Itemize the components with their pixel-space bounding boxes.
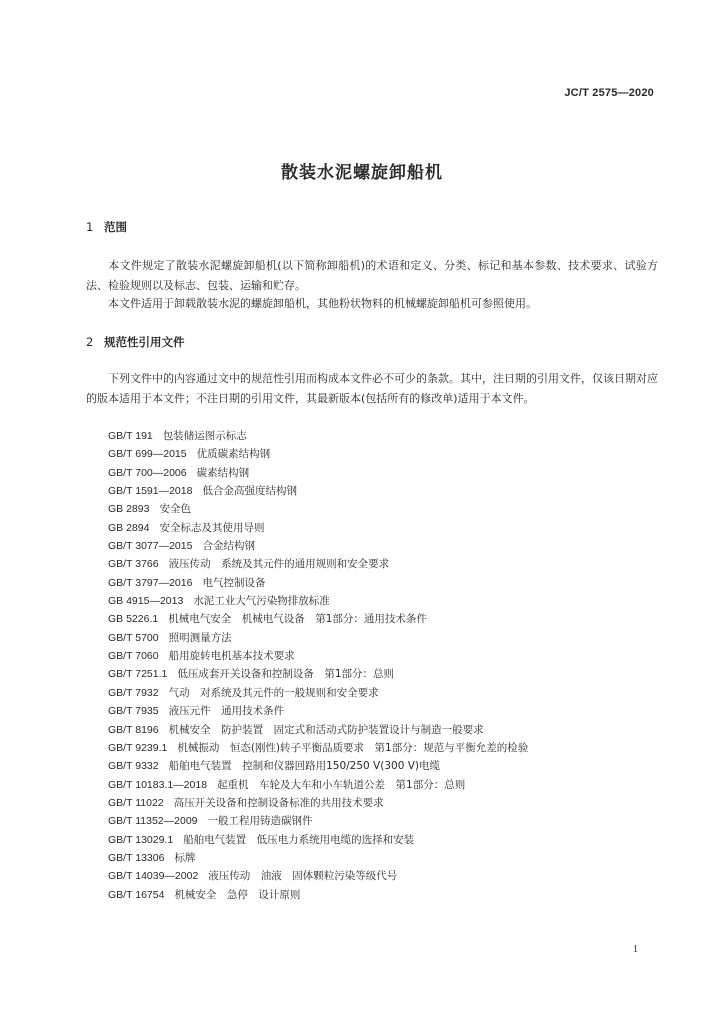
reference-item: [108, 867, 528, 885]
reference-item: [108, 812, 528, 830]
reference-title: 船舶电气装置 控制和仪器回路用150/250 V(300 V)电缆: [168, 760, 440, 773]
reference-item: [108, 500, 528, 518]
reference-code: GB/T 10183.1—2018: [108, 778, 208, 791]
reference-item: [108, 610, 528, 628]
reference-title: 安全色: [159, 503, 191, 516]
reference-code: GB/T 3797—2016: [108, 576, 193, 589]
standard-code: JC/T 2575—2020: [564, 87, 654, 99]
reference-code: GB/T 8196: [108, 723, 159, 736]
reference-title: 水泥工业大气污染物排放标准: [193, 595, 330, 608]
reference-title: 合金结构钢: [202, 540, 255, 553]
references-intro-text: 下列文件中的内容通过文中的规范性引用而构成本文件必不可少的条款。其中，注日期的引用文件，仅该日期对应的版本适用于本文件；不注日期的引用文件，其最新版本(包括所有的修改单)适用于本文件。: [86, 372, 658, 405]
reference-item: [108, 592, 528, 610]
reference-title: 船舶电气装置 低压电力系统用电缆的选择和安装: [183, 833, 415, 846]
reference-item: [108, 776, 528, 794]
reference-item: [108, 464, 528, 482]
reference-title: 包装储运图示标志: [162, 430, 247, 442]
reference-item: [108, 665, 528, 683]
reference-title: 安全标志及其使用导则: [159, 521, 265, 534]
reference-title: 机械振动 恒态(刚性)转子平衡品质要求 第1部分：规范与平衡允差的检验: [177, 741, 529, 754]
reference-code: GB/T 14039—2002: [108, 870, 199, 883]
reference-code: GB 4915—2013: [108, 595, 184, 608]
section-1-title: 范围: [104, 220, 127, 234]
reference-title: 气动 对系统及其元件的一般规则和安全要求: [168, 686, 379, 699]
reference-code: GB/T 13029.1: [108, 833, 174, 846]
reference-code: GB/T 7932: [108, 686, 159, 699]
reference-code: GB/T 13306: [108, 851, 165, 864]
reference-title: 液压元件 通用技术条件: [168, 705, 285, 718]
reference-item: [108, 519, 528, 537]
reference-item: [108, 574, 528, 592]
reference-item: [108, 445, 528, 463]
reference-item: [108, 886, 528, 904]
scope-paragraph-1: [86, 256, 658, 296]
reference-code: GB/T 7251.1: [108, 668, 168, 681]
page-number: 1: [633, 944, 638, 955]
reference-code: GB 2894: [108, 521, 150, 534]
reference-title: 高压开关设备和控制设备标准的共用技术要求: [173, 796, 384, 809]
reference-item: [108, 721, 528, 739]
scope-paragraph-1-text: 本文件规定了散装水泥螺旋卸船机(以下简称卸船机)的术语和定义、分类、标记和基本参数、技术要求、试验方法、检验规则以及标志、包装、运输和贮存。: [86, 259, 658, 292]
reference-code: GB 2893: [108, 503, 150, 516]
reference-item: [108, 537, 528, 555]
scope-paragraph-2-text: 本文件适用于卸载散装水泥的螺旋卸船机，其他粉状物料的机械螺旋卸船机可参照使用。: [108, 297, 537, 310]
section-1-number: 1: [86, 220, 94, 234]
reference-title: 机械电气安全 机械电气设备 第1部分：通用技术条件: [168, 613, 427, 626]
reference-item: [108, 794, 528, 812]
reference-code: GB/T 9332: [108, 760, 159, 773]
reference-title: 液压传动 系统及其元件的通用规则和安全要求: [168, 558, 390, 571]
reference-code: GB/T 7935: [108, 705, 159, 718]
reference-item: [108, 831, 528, 849]
reference-code: GB/T 700—2006: [108, 466, 187, 479]
reference-code: GB/T 11352—2009: [108, 815, 198, 828]
reference-title: 船用旋转电机基本技术要求: [168, 650, 295, 663]
reference-item: [108, 757, 528, 775]
reference-code: GB/T 9239.1: [108, 741, 168, 754]
reference-item: [108, 647, 528, 665]
reference-code: GB 5226.1: [108, 613, 159, 626]
document-title: 散装水泥螺旋卸船机: [281, 163, 443, 183]
reference-title: 液压传动 油液 固体颗粒污染等级代号: [208, 870, 398, 883]
reference-title: 起重机 车轮及大车和小车轨道公差 第1部分：总则: [217, 778, 466, 791]
reference-title: 机械安全 急停 设计原则: [174, 888, 301, 901]
reference-title: 低压成套开关设备和控制设备 第1部分：总则: [177, 668, 395, 681]
reference-title: 电气控制设备: [202, 576, 266, 589]
reference-title: 照明测量方法: [168, 631, 232, 644]
reference-code: GB/T 16754: [108, 888, 165, 901]
section-2-heading: [86, 334, 185, 350]
reference-title: 标牌: [174, 851, 196, 864]
reference-title: 碳素结构钢: [196, 466, 250, 479]
reference-title: 一般工程用铸造碳钢件: [207, 815, 313, 828]
scope-paragraph-2: [86, 294, 658, 314]
section-2-title: 规范性引用文件: [104, 335, 185, 349]
section-2-number: 2: [86, 335, 94, 349]
reference-code: GB/T 7060: [108, 650, 159, 663]
reference-code: GB/T 191: [108, 430, 153, 442]
reference-item: [108, 684, 528, 702]
reference-title: 机械安全 防护装置 固定式和活动式防护装置设计与制造一般要求: [168, 723, 484, 736]
reference-item: [108, 849, 528, 867]
section-1-heading: [86, 219, 127, 235]
reference-code: GB/T 3077—2015: [108, 540, 193, 553]
reference-code: GB/T 5700: [108, 631, 159, 644]
reference-code: GB/T 3766: [108, 558, 159, 571]
reference-item: [108, 739, 528, 757]
reference-item: [108, 482, 528, 500]
reference-list: [108, 427, 528, 904]
reference-item: [108, 427, 528, 445]
reference-item: [108, 702, 528, 720]
reference-item: [108, 555, 528, 573]
reference-item: [108, 629, 528, 647]
reference-code: GB/T 11022: [108, 796, 164, 809]
reference-title: 低合金高强度结构钢: [202, 485, 297, 498]
reference-code: GB/T 699—2015: [108, 448, 187, 461]
reference-title: 优质碳素结构钢: [196, 448, 271, 461]
reference-code: GB/T 1591—2018: [108, 485, 193, 498]
references-intro: [86, 369, 658, 409]
